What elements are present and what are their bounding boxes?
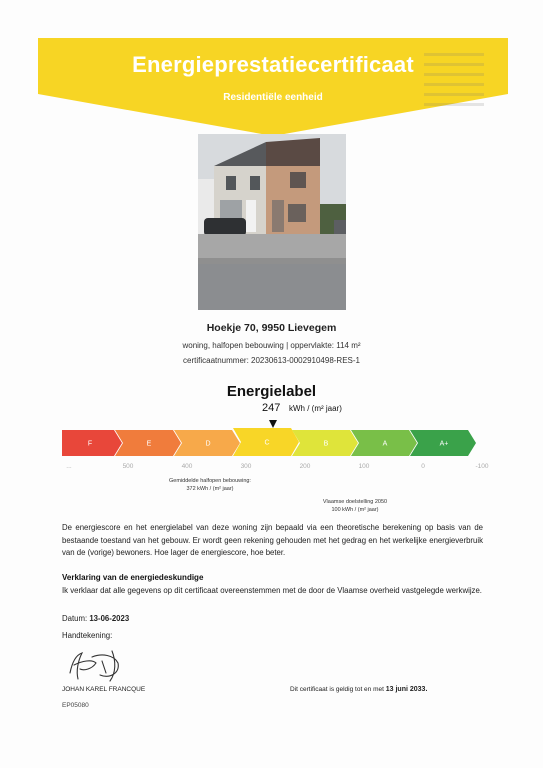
declaration-text: Ik verklaar dat alle gegevens op dit certificaat overeenstemmen met de door de Vlaamse overheid vastgelegde werkwijze. [62, 586, 482, 595]
target-note-line2: 100 kWh / (m² jaar) [331, 507, 379, 513]
average-note-line2: 372 kWh / (m² jaar) [186, 486, 234, 492]
label-letter-aplus: A+ [439, 440, 449, 448]
label-letter-b: B [323, 440, 329, 448]
certificate-title: Energieprestatiecertificaat [132, 52, 414, 77]
label-letter-c: C [264, 439, 270, 447]
house-photo [198, 134, 346, 310]
scale-tick-label: 300 [240, 463, 252, 470]
label-letter-e: E [146, 440, 152, 448]
scale-tick-label: 100 [358, 463, 370, 470]
handwritten-signature [62, 645, 132, 685]
scale-tick-label: 500 [122, 463, 134, 470]
date-label: Datum: [62, 614, 88, 623]
energielabel-title: Energielabel [226, 383, 317, 400]
signer-name: JOHAN KAREL FRANCQUE [62, 686, 146, 693]
score-marker-icon [269, 420, 277, 428]
signature-label: Handtekening: [62, 631, 113, 640]
energy-score-value: 247 [262, 402, 281, 414]
average-note-line1: Gemiddelde halfopen bebouwing: [169, 478, 251, 484]
certificate-number: certificaatnummer: 20230613-0002910498-RES-1 [183, 356, 360, 365]
label-letter-a: A [382, 440, 388, 448]
validity-date: 13 juni 2033. [385, 686, 428, 693]
declaration-heading: Verklaring van de energiedeskundige [62, 573, 204, 582]
property-address: Hoekje 70, 9950 Lievegem [206, 322, 337, 334]
scale-tick-label: 0 [421, 463, 425, 470]
date-value: 13-06-2023 [89, 614, 130, 623]
expert-id: EP05080 [62, 702, 89, 709]
validity-prefix: Dit certificaat is geldig tot en met [290, 686, 384, 693]
explanation-paragraph: De energiescore en het energielabel van deze woning zijn bepaald via een theoretische berekening op basis van de bestaande toestand van het gebouw. Er wordt geen rekening gehouden met het gedrag en het werkelijke energieverbruik van de (vorige) bewoners. Hoe lager de energiescore, hoe beter. [62, 523, 483, 557]
validity-statement [290, 686, 427, 693]
certificate-subtitle: Residentiële eenheid [223, 92, 323, 103]
scale-tick-label: -100 [475, 463, 489, 470]
label-letter-d: D [205, 440, 211, 448]
average-note [150, 477, 270, 493]
date-line [62, 614, 129, 623]
scale-tick-label: 200 [299, 463, 311, 470]
target-note [300, 498, 410, 514]
energy-score-unit: kWh / (m² jaar) [289, 404, 342, 413]
energy-label-scale [60, 428, 484, 458]
label-letter-f: F [87, 440, 93, 448]
scale-tick-label: ... [66, 463, 72, 470]
bleed-through-texture [424, 46, 484, 116]
target-note-line1: Vlaamse doelstelling 2050 [322, 499, 388, 505]
property-description: woning, halfopen bebouwing | oppervlakte: 114 m² [182, 341, 361, 350]
scale-tick-label: 400 [181, 463, 193, 470]
